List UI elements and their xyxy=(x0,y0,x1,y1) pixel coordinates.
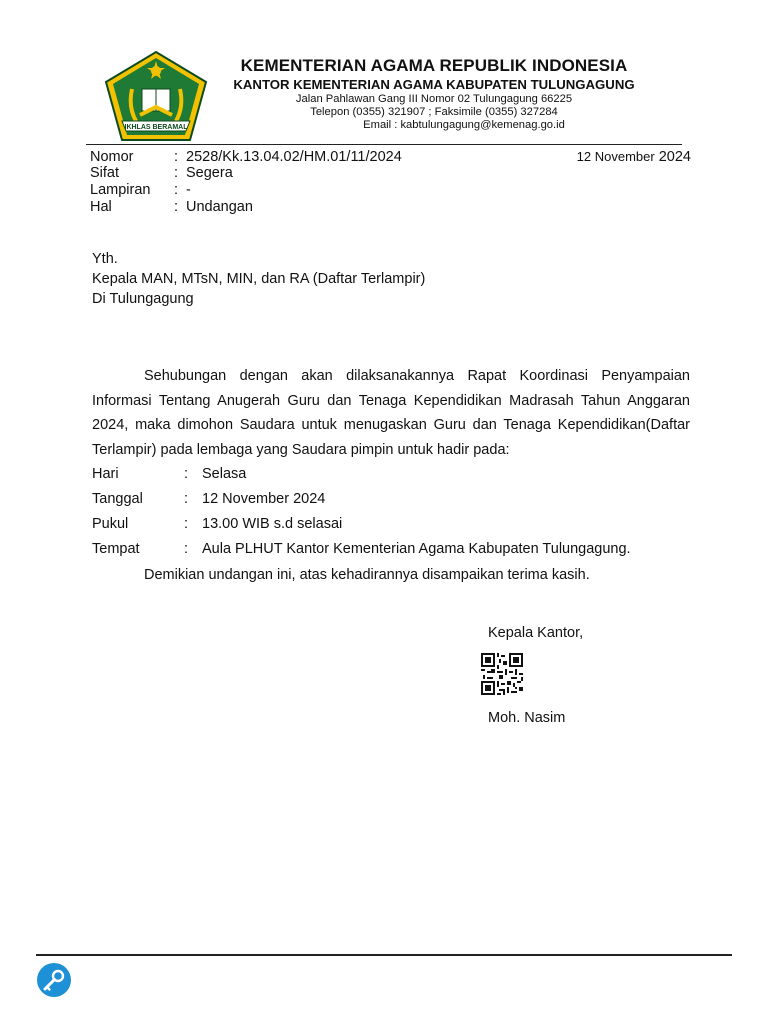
closing-sentence: Demikian undangan ini, atas kehadirannya disampaikan terima kasih. xyxy=(144,567,590,583)
detail-row-tanggal xyxy=(0,491,768,509)
body-paragraph: Sehubungan dengan akan dilaksanakannya Rapat Koordinasi Penyampaian Informasi Tentang Anugerah Guru dan Tenaga Kependidikan Madrasah Tahun Anggaran 2024, maka dimohon Saudara untuk menugaskan Guru dan Tenaga Kependidikan(Daftar Terlampir) pada lembaga yang Saudara pimpin untuk hadir pada: xyxy=(92,368,690,458)
meta-value: - xyxy=(186,182,191,198)
letter-date xyxy=(520,149,691,165)
detail-colon: : xyxy=(184,516,189,532)
office-email: Email : kabtulungagung@kemenag.go.id xyxy=(363,119,565,131)
detail-row-hari xyxy=(0,466,768,484)
detail-row-tempat xyxy=(0,541,768,559)
detail-value: 12 November 2024 xyxy=(202,491,326,507)
office-phone: Telepon (0355) 321907 ; Faksimile (0355) 327284 xyxy=(310,106,558,118)
qr-code-icon xyxy=(481,653,523,695)
addressee-location: Di Tulungagung xyxy=(92,291,194,307)
meta-colon: : xyxy=(174,165,179,181)
detail-value: 13.00 WIB s.d selasai xyxy=(202,516,343,532)
meta-row-sifat xyxy=(0,165,768,183)
signature-title: Kepala Kantor, xyxy=(488,625,584,641)
detail-row-pukul xyxy=(0,516,768,534)
meta-label: Hal xyxy=(90,199,112,215)
meta-label: Lampiran xyxy=(90,182,151,198)
meta-colon: : xyxy=(174,149,179,165)
scribd-icon[interactable] xyxy=(36,962,72,998)
detail-value: Aula PLHUT Kantor Kementerian Agama Kabupaten Tulungagung. xyxy=(202,541,631,557)
detail-colon: : xyxy=(184,491,189,507)
addressee-greeting: Yth. xyxy=(92,251,118,267)
meta-row-hal xyxy=(0,199,768,217)
date-year: 2024 xyxy=(658,149,691,165)
office-title: KANTOR KEMENTERIAN AGAMA KABUPATEN TULUNGAGUNG xyxy=(233,77,635,92)
meta-label: Sifat xyxy=(90,165,120,181)
detail-label: Tempat xyxy=(92,541,140,557)
footer-divider xyxy=(36,954,732,956)
detail-label: Pukul xyxy=(92,516,129,532)
signature-name: Moh. Nasim xyxy=(488,710,566,726)
meta-label: Nomor xyxy=(90,149,134,165)
office-address: Jalan Pahlawan Gang III Nomor 02 Tulungagung 66225 xyxy=(295,93,573,105)
meta-row-lampiran xyxy=(0,182,768,200)
logo-motto: IKHLAS BERAMAL xyxy=(124,124,188,131)
detail-colon: : xyxy=(184,541,189,557)
detail-value: Selasa xyxy=(202,466,247,482)
detail-colon: : xyxy=(184,466,189,482)
date-day-month: 12 November xyxy=(576,149,655,164)
meta-colon: : xyxy=(174,182,179,198)
meta-value: 2528/Kk.13.04.02/HM.01/11/2024 xyxy=(186,149,402,165)
meta-value: Segera xyxy=(186,165,233,181)
detail-label: Tanggal xyxy=(92,491,143,507)
letterhead-divider xyxy=(86,144,682,145)
ministry-title: KEMENTERIAN AGAMA REPUBLIK INDONESIA xyxy=(240,56,628,75)
meta-value: Undangan xyxy=(186,199,253,215)
meta-colon: : xyxy=(174,199,179,215)
detail-label: Hari xyxy=(92,466,119,482)
addressee-recipient: Kepala MAN, MTsN, MIN, dan RA (Daftar Terlampir) xyxy=(92,271,426,287)
kemenag-logo xyxy=(102,49,210,143)
